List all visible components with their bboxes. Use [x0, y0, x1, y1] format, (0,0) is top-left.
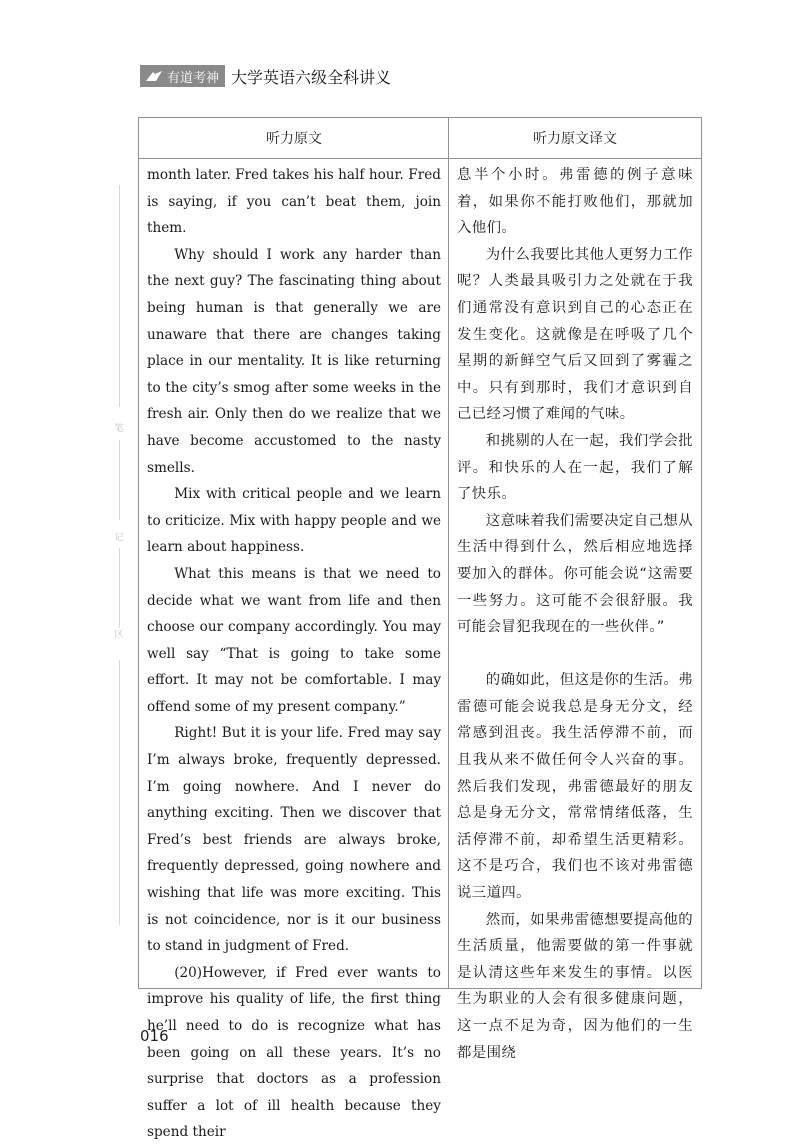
chinese-paragraph: 的确如此，但这是你的生活。弗雷德可能会说我总是身无分文，经常感到沮丧。我生活停滞不前，而且我从来不做任何令人兴奋的事。然后我们发现，弗雷德最好的朋友总是身无分文，常常情绪低落，生活停滞不前，却希望生活更精彩。这不是巧合，我们也不该对弗雷德说三道四。 [457, 672, 693, 902]
english-paragraph: Why should I work any harder than the next guy? The fascinating thing about being human is that generally we are unaware that there are changes taking place in our mentality. It is like returning to the city’s smog after some weeks in the fresh air. Only then do we realize that we have become accustomed to the nasty smells. [147, 246, 441, 476]
english-paragraph: month later. Fred takes his half hour. Fred is saying, if you can’t beat them, join them. [147, 167, 441, 237]
paragraph-spacer [457, 641, 693, 668]
chinese-paragraph: 息半个小时。弗雷德的例子意味着，如果你不能打败他们，那就加入他们。 [457, 167, 693, 237]
english-paragraph: (20)However, if Fred ever wants to improve his quality of life, the first thing he’ll need to do is recognize what has been going on all these years. It’s no surprise that doctors as a profession suffer a lot of ill health because they spend their [147, 964, 441, 1141]
english-paragraph: What this means is that we need to decide what we want from life and then choose our company accordingly. You may well say “That is going to take some effort. It may not be comfortable. I may offend some of my present company.” [147, 565, 441, 715]
chinese-paragraph: 这意味着我们需要决定自己想从生活中得到什么，然后相应地选择要加入的群体。你可能会说“这需要一些努力。这可能不会很舒服。我可能会冒犯我现在的一些伙伴。” [457, 512, 693, 636]
chinese-translation [457, 162, 693, 1066]
column-header-original: 听力原文 [266, 131, 322, 147]
english-transcript [147, 162, 441, 1146]
header-divider [139, 158, 701, 159]
page-number: 016 [140, 1027, 169, 1045]
document-title: 大学英语六级全科讲义 [231, 67, 392, 87]
chinese-paragraph: 然而，如果弗雷德想要提高他的生活质量，他需要做的第一件事就是认清这些年来发生的事情。以医生为职业的人会有很多健康问题，这一点不足为奇，因为他们的一生都是围绕 [457, 911, 693, 1061]
margin-rule-middle [119, 440, 120, 520]
margin-label-record: 记 [114, 533, 124, 543]
brand-label: 有道考神 [167, 70, 220, 86]
margin-rule-lower [119, 548, 120, 628]
brand-badge [140, 65, 225, 87]
column-header-translation: 听力原文译文 [533, 131, 617, 147]
chinese-paragraph: 为什么我要比其他人更努力工作呢？人类最具吸引力之处就在于我们通常没有意识到自己的心态正在发生变化。这就像是在呼吸了几个星期的新鲜空气后又回到了雾霾之中。只有到那时，我们才意识到自己已经习惯了难闻的气味。 [457, 246, 693, 423]
page-header [140, 64, 391, 88]
margin-label-note: 笔 [114, 424, 124, 434]
column-divider [448, 118, 449, 988]
english-paragraph: Right! But it is your life. Fred may say I’m always broke, frequently depressed. I’m going nowhere. And I never do anything exciting. Then we discover that Fred’s best friends are always broke, frequently depressed, going nowhere and wishing that life was more exciting. This is not coincidence, nor is it our business to stand in judgment of Fred. [147, 725, 441, 955]
margin-label-area: 区 [114, 630, 124, 640]
margin-rule-bottom [119, 660, 120, 925]
english-paragraph: Mix with critical people and we learn to criticize. Mix with happy people and we learn about happiness. [147, 486, 441, 556]
margin-rule-top [119, 185, 120, 407]
book-logo-icon [144, 69, 164, 83]
chinese-paragraph: 和挑剔的人在一起，我们学会批评。和快乐的人在一起，我们了解了快乐。 [457, 432, 693, 503]
